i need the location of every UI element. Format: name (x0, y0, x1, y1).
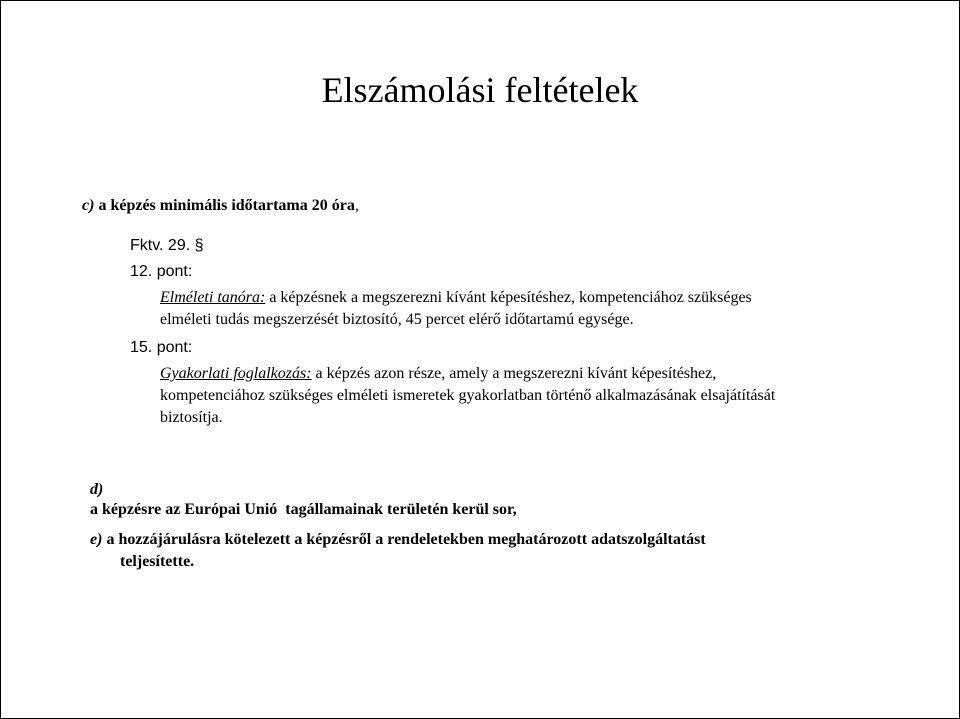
point-15-line-1 (160, 364, 716, 384)
point-12-line-2: elméleti tudás megszerzését biztosító, 45 percet elérő időtartamú egysége. (160, 311, 634, 328)
item-d-text: a képzésre az Európai Unió tagállamainak területén kerül sor, (90, 501, 517, 518)
item-c-letter: c) (82, 197, 95, 214)
point-12-term: Elméleti tanóra: (160, 289, 266, 306)
page-title: Elszámolási feltételek (321, 70, 639, 110)
law-reference: Fktv. 29. § (130, 237, 204, 254)
point-15-line-2: kompetenciához szükséges elméleti ismeretek gyakorlatban történő alkalmazásának elsajátítását (160, 387, 776, 404)
point-15-text-1: a képzés azon része, amely a megszerezni kívánt képesítéshez, (315, 365, 717, 382)
item-c-text: a képzés minimális időtartama 20 óra (98, 197, 355, 214)
point-15-label: 15. pont: (130, 339, 193, 356)
item-c (82, 196, 359, 216)
item-d (82, 460, 517, 520)
point-12-line-1 (160, 288, 752, 308)
item-c-comma: , (354, 197, 359, 214)
point-15-line-3: biztosítja. (160, 409, 223, 426)
item-e-line-2: teljesítette. (120, 553, 195, 570)
point-15-term: Gyakorlati foglalkozás: (160, 365, 312, 382)
item-e-text-1: a hozzájárulásra kötelezett a képzésről a rendeletekben meghatározott adatszolgáltatást (106, 531, 706, 548)
point-12-label: 12. pont: (130, 263, 193, 280)
item-d-letter: d) (90, 481, 104, 498)
item-e-letter: e) (90, 531, 103, 548)
point-12-text-1: a képzésnek a megszerezni kívánt képesítéshez, kompetenciához szükséges (269, 289, 752, 306)
item-e (90, 530, 706, 550)
